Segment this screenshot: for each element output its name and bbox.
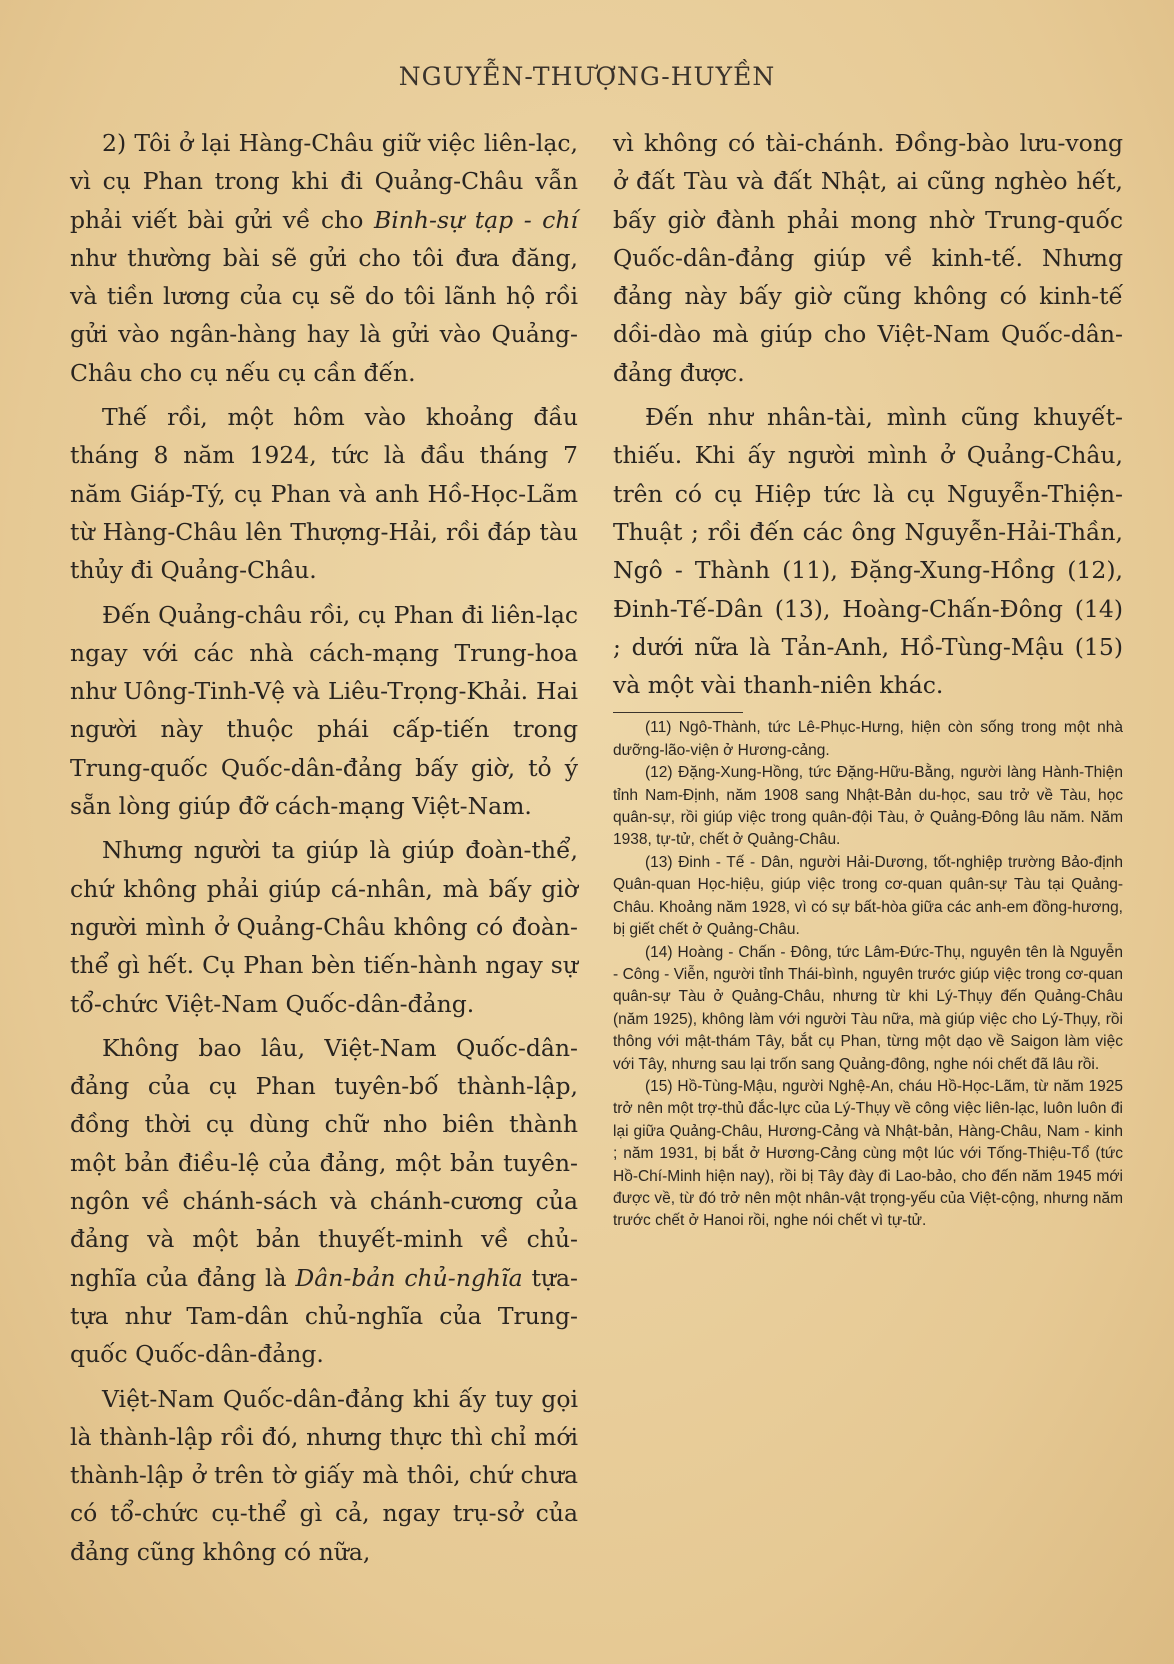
footnote: (12) Đặng-Xung-Hồng, tức Đặng-Hữu-Bằng, người làng Hành-Thiện tỉnh Nam-Định, năm 1908 sang Nhật-Bản du-học, sau trở về Tàu, học quân-sự, rồi giúp việc trong quân-đội Tàu, ở Quảng-Đông lâu năm. Năm 1938, tự-tử, chết ở Quảng-Châu. (613, 764, 1123, 849)
text-run: Không bao lâu, Việt-Nam Quốc-dân-đảng của cụ Phan tuyên-bố thành-lập, đồng thời cụ dùng chữ nho biên thành một bản điều-lệ của đảng, một bản tuyên-ngôn về chánh-sách và chánh-cương của đảng và một bản thuyết-minh về chủ-nghĩa của đảng là (70, 1033, 578, 1292)
paragraph (70, 1029, 578, 1374)
italic-term: Dân-bản chủ-nghĩa (295, 1263, 523, 1292)
left-column (70, 124, 578, 1571)
paragraph (70, 124, 578, 392)
text-run: 2) Tôi ở lại Hàng-Châu giữ việc liên-lạc, vì cụ Phan trong khi đi Quảng-Châu vẫn phải viết bài gửi về cho (70, 129, 578, 234)
footnote: (11) Ngô-Thành, tức Lê-Phục-Hưng, hiện còn sống trong một nhà dưỡng-lão-viện ở Hương-cảng. (613, 719, 1123, 759)
paragraph: Đến như nhân-tài, mình cũng khuyết-thiếu. Khi ấy người mình ở Quảng-Châu, trên có cụ Hiệp tức là cụ Nguyễn-Thiện-Thuật ; rồi đến các ông Nguyễn-Hải-Thần, Ngô - Thành (11), Đặng-Xung-Hồng (12), Đinh-Tế-Dân (13), Hoàng-Chấn-Đông (14) ; dưới nữa là Tản-Anh, Hồ-Tùng-Mậu (15) và một vài thanh-niên khác. (613, 403, 1123, 700)
paragraph: Việt-Nam Quốc-dân-đảng khi ấy tuy gọi là thành-lập rồi đó, nhưng thực thì chỉ mới thành-lập ở trên tờ giấy mà thôi, chứ chưa có tổ-chức cụ-thể gì cả, ngay trụ-sở của đảng cũng không có nữa, (70, 1384, 578, 1566)
paragraph: Thế rồi, một hôm vào khoảng đầu tháng 8 năm 1924, tức là đầu tháng 7 năm Giáp-Tý, cụ Phan và anh Hồ-Học-Lãm từ Hàng-Châu lên Thượng-Hải, rồi đáp tàu thủy đi Quảng-Châu. (70, 403, 578, 585)
right-column (613, 124, 1123, 1233)
paragraph: Nhưng người ta giúp là giúp đoàn-thể, chứ không phải giúp cá-nhân, mà bấy giờ người mình ở Quảng-Châu không có đoàn-thể gì hết. Cụ Phan bèn tiến-hành ngay sự tổ-chức Việt-Nam Quốc-dân-đảng. (70, 836, 578, 1018)
footnotes (613, 717, 1123, 1232)
footnote: (15) Hồ-Tùng-Mậu, người Nghệ-An, cháu Hồ-Học-Lãm, từ năm 1925 trở nên một trợ-thủ đắc-lực của Lý-Thụy về công việc liên-lạc, luôn luôn đi lại giữa Quảng-Châu, Hương-Cảng và Nhật-bản, Hàng-Châu, Nam - kinh ; năm 1931, bị bắt ở Hương-Cảng cùng một lúc với Tống-Thiệu-Tổ (tức Hồ-Chí-Minh hiện nay), rồi bị Tây đày đi Lao-bảo, cho đến năm 1945 mới được về, từ đó trở nên một nhân-vật trọng-yếu của Việt-cộng, nhưng năm trước chết ở Hanoi rồi, nghe nói chết vì tự-tử. (613, 1077, 1123, 1230)
text-run: tựa-tựa như Tam-dân chủ-nghĩa của Trung-quốc Quốc-dân-đảng. (70, 1263, 578, 1369)
footnote: (13) Đinh - Tế - Dân, người Hải-Dương, tốt-nghiệp trường Bảo-định Quân-quan Học-hiệu, giúp việc trong cơ-quan quân-sự Tàu tại Quảng-Châu. Khoảng năm 1928, vì có sự bất-hòa giữa các anh-em đồng-hương, bị giết chết ở Quảng-Châu. (613, 853, 1123, 939)
paragraph: vì không có tài-chánh. Đồng-bào lưu-vong ở đất Tàu và đất Nhật, ai cũng nghèo hết, bấy giờ đành phải mong nhờ Trung-quốc Quốc-dân-đảng giúp về kinh-tế. Nhưng đảng này bấy giờ cũng không có kinh-tế dồi-dào mà giúp cho Việt-Nam Quốc-dân-đảng được. (613, 129, 1123, 387)
running-header: NGUYỄN-THƯỢNG-HUYỀN (398, 62, 776, 91)
footnote-divider (613, 712, 743, 713)
italic-title: Binh-sự tạp - chí (373, 205, 578, 234)
footnote: (14) Hoàng - Chấn - Đông, tức Lâm-Đức-Thụ, nguyên tên là Nguyễn - Công - Viễn, người tỉnh Thái-bình, nguyên trước giúp việc trong cơ-quan quân-sự Tàu ở Quảng-Châu, nhưng từ khi Lý-Thụy đến Quảng-Châu (năm 1925), không làm với người Tàu nữa, mà giúp việc cho Lý-Thụy, rồi thông với mật-thám Tây, bắt cụ Phan, từng một dạo về Saigon làm việc với Tây, nhưng sau lại trốn sang Quảng-đông, nghe nói chết đã lâu rồi. (613, 943, 1123, 1073)
text-run: như thường bài sẽ gửi cho tôi đưa đăng, và tiền lương của cụ sẽ do tôi lãnh hộ rồi gửi vào ngân-hàng hay là gửi vào Quảng-Châu cho cụ nếu cụ cần đến. (70, 243, 578, 387)
paragraph: Đến Quảng-châu rồi, cụ Phan đi liên-lạc ngay với các nhà cách-mạng Trung-hoa như Uông-Tinh-Vệ và Liêu-Trọng-Khải. Hai người này thuộc phái cấp-tiến trong Trung-quốc Quốc-dân-đảng bấy giờ, tỏ ý sẵn lòng giúp đỡ cách-mạng Việt-Nam. (70, 600, 578, 821)
